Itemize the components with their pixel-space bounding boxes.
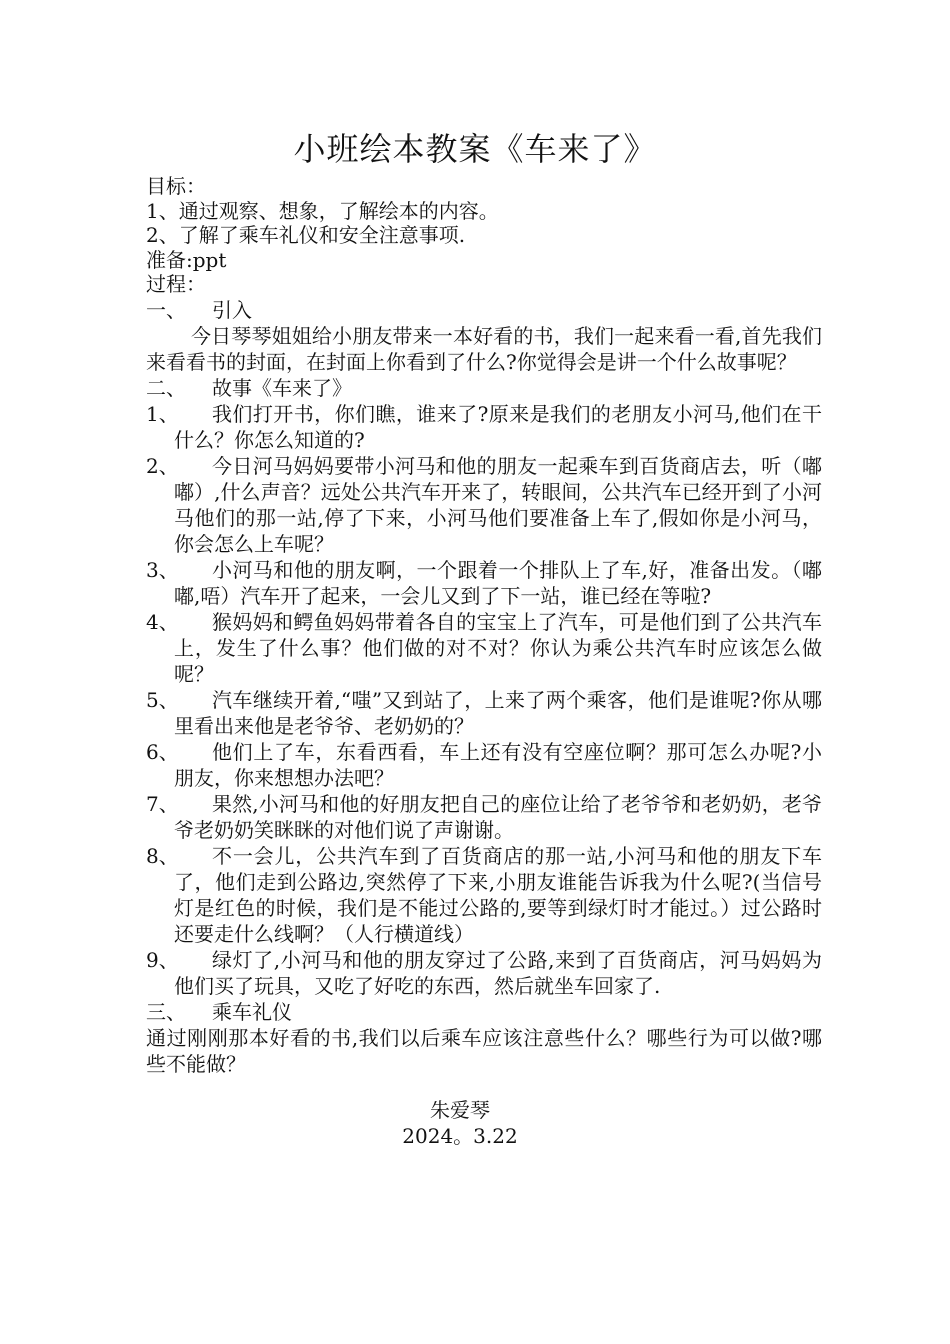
author-name: 朱爱琴 — [430, 1098, 490, 1122]
item-number: 4、 — [146, 609, 179, 634]
item-text: 果然,小河马和他的好朋友把自己的座位让给了老爷爷和老奶奶，老爷爷老奶奶笑眯眯的对他们说了声谢谢。 — [174, 791, 822, 842]
signature-block — [0, 1097, 920, 1149]
goal-label: 目标： — [146, 174, 206, 198]
item-text: 不一会儿，公共汽车到了百货商店的那一站,小河马和他的朋友下车了，他们走到公路边,突然停了下来,小朋友谁能告诉我为什么呢?(当信号灯是红色的时候，我们是不能过公路的,要等到绿灯时才能过。）过公路时还要走什么线啊？（人行横道线） — [174, 843, 822, 946]
story-item — [146, 687, 822, 739]
page-title: 小班绘本教案《车来了》 — [293, 130, 657, 168]
story-item — [146, 557, 822, 609]
process-label: 过程： — [146, 272, 206, 296]
section-title: 乘车礼仪 — [212, 999, 292, 1024]
story-item — [146, 609, 822, 687]
preparation-line: 准备:ppt — [146, 247, 227, 272]
section-heading-intro — [146, 297, 822, 323]
section-number: 二、 — [146, 375, 186, 400]
item-number: 2、 — [146, 453, 179, 478]
story-item — [146, 739, 822, 791]
story-item — [146, 791, 822, 843]
goal-item-2: 2、了解了乘车礼仪和安全注意事项. — [146, 223, 466, 247]
story-item — [146, 947, 822, 999]
section-heading-etiquette — [146, 999, 822, 1025]
item-text: 他们上了车，东看西看，车上还有没有空座位啊？那可怎么办呢?小朋友，你来想想办法吧？ — [174, 739, 822, 790]
story-item — [146, 453, 822, 557]
item-number: 9、 — [146, 947, 179, 972]
item-number: 7、 — [146, 791, 179, 816]
closing-paragraph: 通过刚刚那本好看的书,我们以后乘车应该注意些什么？哪些行为可以做?哪些不能做？ — [146, 1025, 822, 1076]
story-item — [146, 843, 822, 947]
item-number: 6、 — [146, 739, 179, 764]
item-text: 小河马和他的朋友啊，一个跟着一个排队上了车,好，准备出发。（嘟嘟,唔）汽车开了起来，一会儿又到了下一站，谁已经在等啦? — [174, 557, 822, 608]
intro-paragraph: 今日琴琴姐姐给小朋友带来一本好看的书，我们一起来看一看,首先我们来看看书的封面，在封面上你看到了什么?你觉得会是讲一个什么故事呢？ — [146, 323, 822, 374]
item-text: 汽车继续开着,“嗤”又到站了，上来了两个乘客，他们是谁呢?你从哪里看出来他是老爷爷、老奶奶的？ — [174, 687, 822, 738]
story-item — [146, 401, 822, 453]
goal-item-1: 1、通过观察、想象，了解绘本的内容。 — [146, 198, 499, 223]
section-title: 引入 — [212, 297, 252, 322]
section-title: 故事《车来了》 — [212, 375, 352, 400]
section-number: 一、 — [146, 297, 186, 322]
item-number: 1、 — [146, 401, 179, 426]
item-number: 8、 — [146, 843, 179, 868]
item-text: 绿灯了,小河马和他的朋友穿过了公路,来到了百货商店，河马妈妈为他们买了玩具，又吃了好吃的东西，然后就坐车回家了. — [174, 947, 822, 998]
item-text: 今日河马妈妈要带小河马和他的朋友一起乘车到百货商店去，听（嘟嘟）,什么声音？远处公共汽车开来了，转眼间，公共汽车已经开到了小河马他们的那一站,停了下来，小河马他们要准备上车了,假如你是小河马，你会怎么上车呢？ — [174, 453, 822, 556]
item-text: 我们打开书，你们瞧，谁来了?原来是我们的老朋友小河马,他们在干什么？你怎么知道的? — [174, 401, 822, 452]
item-text: 猴妈妈和鳄鱼妈妈带着各自的宝宝上了汽车，可是他们到了公共汽车上，发生了什么事？他们做的对不对？你认为乘公共汽车时应该怎么做呢？ — [174, 609, 822, 686]
section-number: 三、 — [146, 999, 186, 1024]
item-number: 3、 — [146, 557, 179, 582]
item-number: 5、 — [146, 687, 179, 712]
section-heading-story — [146, 375, 822, 401]
document-date: 2024。3.22 — [402, 1124, 518, 1148]
document-body — [146, 174, 822, 1077]
